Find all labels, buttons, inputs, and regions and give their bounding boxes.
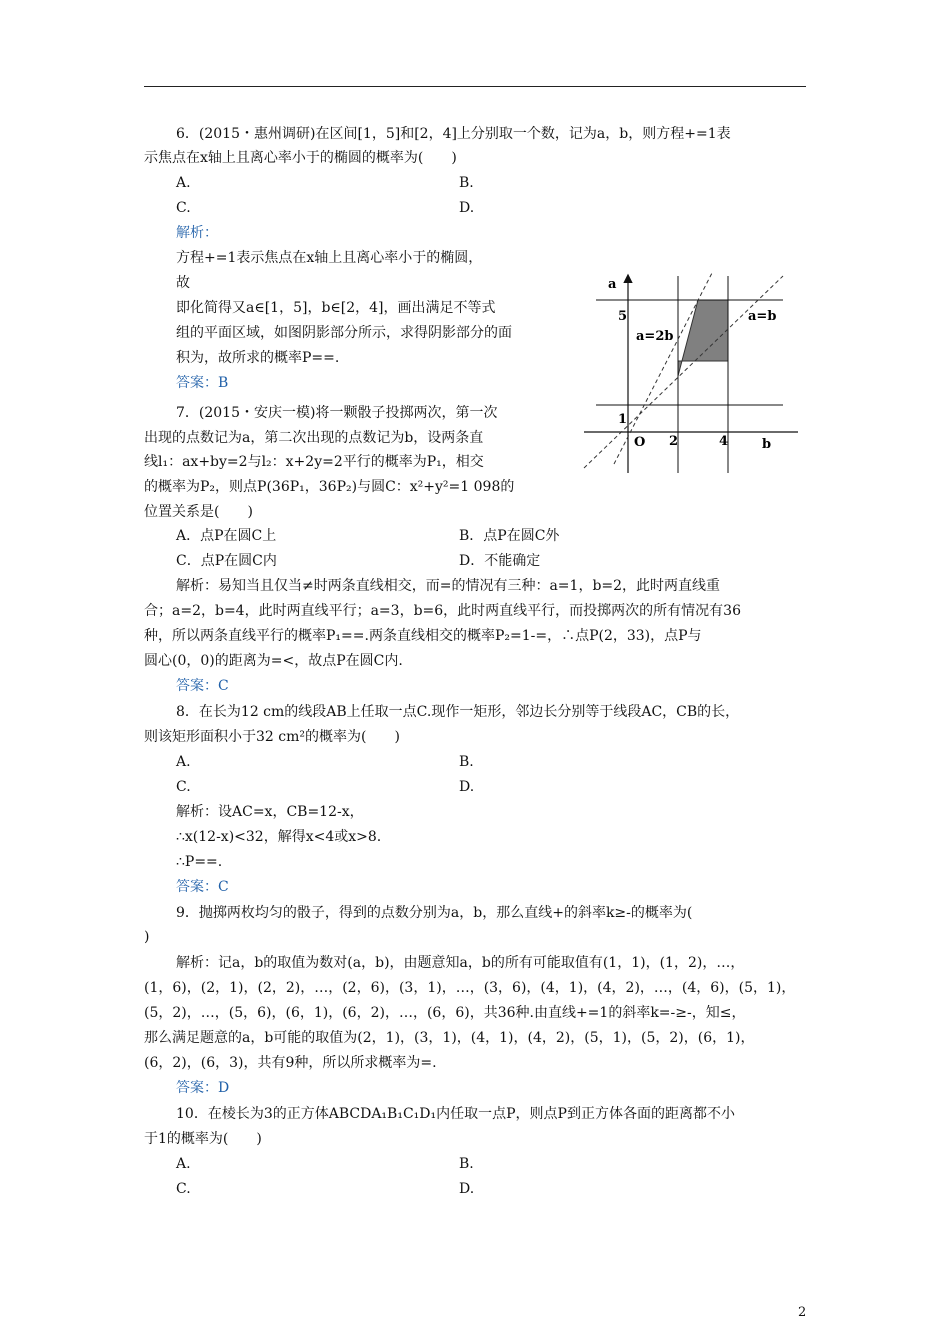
q9-analysis-line3: (5，2)，…，(5，6)，(6，1)，(6，2)，…，(6，6)，共36种.由直线+=1的斜率k=-≥-，知≤，: [144, 1005, 746, 1021]
q7-stem-line4: 的概率为P₂，则点P(36P₁，36P₂)与圆C：x²+y²=1 098的: [144, 479, 515, 495]
q10-option-d: D.: [459, 1181, 475, 1197]
q8-analysis-line1: 解析：设AC=x，CB=12-x，: [176, 804, 364, 820]
q8-analysis-line3: ∴P==.: [176, 854, 223, 870]
q10-option-a: A.: [176, 1156, 191, 1172]
q8-option-d: D.: [459, 779, 475, 795]
q6-analysis-label: 解析：: [176, 225, 218, 241]
tick-5-label: 5: [618, 309, 628, 324]
axis-a-label: a: [608, 277, 617, 292]
tick-1-label: 1: [618, 412, 628, 427]
q6-option-a: A.: [176, 175, 191, 191]
q6-option-b: B.: [459, 175, 474, 191]
region-figure: [578, 268, 800, 476]
q9-stem-line1: 9．抛掷两枚均匀的骰子，得到的点数分别为a，b，那么直线+的斜率k≥-的概率为(: [176, 905, 693, 921]
q9-analysis-line2: (1，6)，(2，1)，(2，2)，…，(2，6)，(3，1)，…，(3，6)，(4，1)，(4，2)，…，(4，6)，(5，1)，: [144, 980, 796, 996]
q8-option-c: C.: [176, 779, 191, 795]
q10-option-c: C.: [176, 1181, 191, 1197]
q10-option-b: B.: [459, 1156, 474, 1172]
q6-analysis-line4: 组的平面区域，如图阴影部分所示，求得阴影部分的面: [176, 325, 512, 341]
q6-analysis-line1: 方程+=1表示焦点在x轴上且离心率小于的椭圆，: [176, 250, 483, 266]
q6-analysis-line3: 即化简得又a∈[1，5]，b∈[2，4]，画出满足不等式: [176, 300, 496, 316]
q9-answer: 答案：D: [176, 1080, 230, 1096]
q7-analysis-line2: 合；a=2，b=4，此时两直线平行；a=3，b=6，此时两直线平行，而投掷两次的所有情况有36: [144, 603, 741, 619]
q8-option-a: A.: [176, 754, 191, 770]
q6-stem-line1: 6．(2015・惠州调研)在区间[1，5]和[2，4]上分别取一个数，记为a，b，则方程+=1表: [176, 126, 731, 142]
q7-stem-line5: 位置关系是( ): [144, 504, 253, 520]
q7-option-a: A．点P在圆C上: [176, 528, 277, 544]
q7-analysis-line3: 种，所以两条直线平行的概率P₁==.两条直线相交的概率P₂=1-=，∴点P(2，33)，点P与: [144, 628, 702, 644]
origin-label: O: [634, 435, 646, 450]
shaded-region: [678, 300, 728, 376]
q7-analysis-line4: 圆心(0，0)的距离为=<，故点P在圆C内.: [144, 653, 403, 669]
q10-stem-line2: 于1的概率为( ): [144, 1131, 262, 1147]
q7-stem-line1: 7．(2015・安庆一模)将一颗骰子投掷两次，第一次: [176, 405, 498, 421]
q7-stem-line3: 线l₁：ax+by=2与l₂：x+2y=2平行的概率为P₁，相交: [144, 454, 484, 470]
q6-option-d: D.: [459, 200, 475, 216]
line-a-eq-2b: [614, 273, 712, 464]
q7-option-b: B．点P在圆C外: [459, 528, 560, 544]
q7-answer: 答案：C: [176, 678, 229, 694]
header-rule: [144, 86, 806, 87]
tick-4-label: 4: [719, 434, 729, 449]
q6-answer: 答案：B: [176, 375, 229, 391]
line-ab-label: a=b: [748, 309, 777, 324]
q8-option-b: B.: [459, 754, 474, 770]
q6-stem-line2: 示焦点在x轴上且离心率小于的椭圆的概率为( ): [144, 150, 457, 166]
line-a-eq-b: [584, 276, 783, 468]
axis-b-label: b: [762, 437, 772, 452]
q8-stem-line2: 则该矩形面积小于32 cm²的概率为( ): [144, 729, 400, 745]
tick-2-label: 2: [669, 434, 679, 449]
q9-analysis-line5: (6，2)，(6，3)，共有9种，所以所求概率为=.: [144, 1055, 437, 1071]
q8-stem-line1: 8．在长为12 cm的线段AB上任取一点C.现作一矩形，邻边长分别等于线段AC，CB的长，: [176, 704, 740, 720]
q9-analysis-line4: 那么满足题意的a，b可能的取值为(2，1)，(3，1)，(4，1)，(4，2)，(5，1)，(5，2)，(6，1)，: [144, 1030, 755, 1046]
q6-option-c: C.: [176, 200, 191, 216]
q7-option-c: C．点P在圆C内: [176, 553, 277, 569]
q8-analysis-line2: ∴x(12-x)<32，解得x<4或x>8.: [176, 829, 382, 845]
q6-analysis-line5: 积为，故所求的概率P==.: [176, 350, 340, 366]
q7-analysis-line1: 解析：易知当且仅当≠时两条直线相交，而=的情况有三种：a=1，b=2，此时两直线重: [176, 578, 721, 594]
q10-stem-line1: 10．在棱长为3的正方体ABCDA₁B₁C₁D₁内任取一点P，则点P到正方体各面的距离都不小: [176, 1106, 735, 1122]
q9-analysis-line1: 解析：记a，b的取值为数对(a，b)，由题意知a，b的所有可能取值有(1，1)，(1，2)，…，: [176, 955, 745, 971]
q6-analysis-line2: 故: [176, 275, 190, 291]
q8-answer: 答案：C: [176, 879, 229, 895]
q7-option-d: D．不能确定: [459, 553, 541, 569]
q9-stem-line2: ): [144, 929, 150, 945]
line-a2b-label: a=2b: [636, 329, 674, 344]
page-number: 2: [798, 1305, 807, 1320]
q7-stem-line2: 出现的点数记为a，第二次出现的点数记为b，设两条直: [144, 430, 484, 446]
